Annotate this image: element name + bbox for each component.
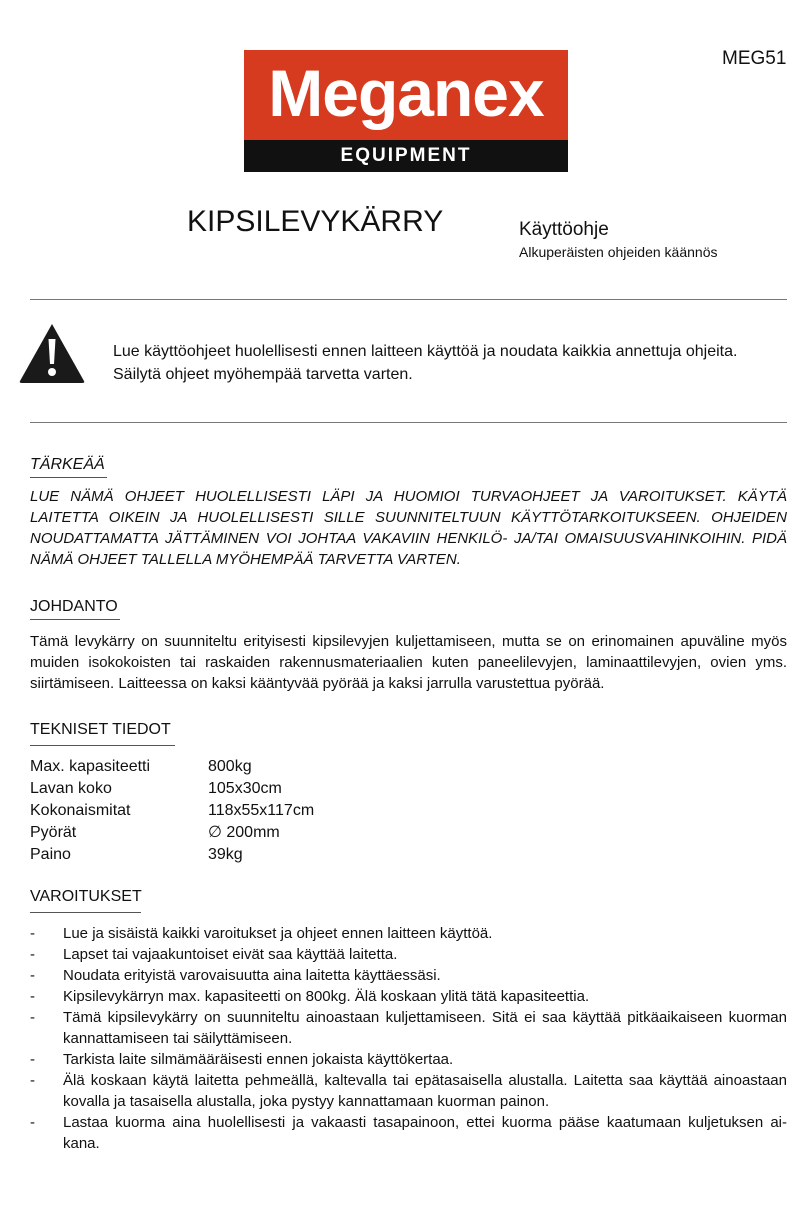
warning-text: Älä koskaan käytä laitetta pehmeällä, kaltevalla tai epätasaisella alustalla. Laitetta saa käyttää ainoastaan kovalla ja tasaisella alustalla, joka pystyy kannattamaan kuorman painon. — [63, 1072, 787, 1110]
safety-notice — [113, 340, 737, 386]
spec-row — [30, 822, 314, 844]
warning-text: Kipsilevykärryn max. kapasiteetti on 800kg. Älä koskaan ylitä tätä kapasiteettia. — [63, 988, 590, 1005]
warning-text: Tarkista laite silmämääräisesti ennen jokaista käyttökertaa. — [63, 1051, 454, 1068]
spec-label: Pyörät — [30, 824, 77, 841]
intro-heading: JOHDANTO — [30, 598, 118, 615]
warning-item — [30, 1007, 787, 1049]
warning-item — [30, 944, 787, 965]
logo-name: Meganex — [268, 56, 544, 130]
spec-value: 118x55x117cm — [208, 802, 315, 819]
document-code: MEG51 — [722, 48, 787, 69]
document-subtitle: Käyttöohje — [519, 219, 609, 240]
bullet-dash: - — [30, 1114, 35, 1131]
warning-text: Lastaa kuorma aina huolellisesti ja vakaasti tasapainoon, ettei kuorma pääse kaatumaan kuljetuksen ai-kana. — [63, 1114, 787, 1152]
spec-row — [30, 778, 314, 800]
bullet-dash: - — [30, 1072, 35, 1089]
bullet-dash: - — [30, 967, 35, 984]
spec-label: Max. kapasiteetti — [30, 758, 151, 775]
warning-item — [30, 1070, 787, 1112]
bullet-dash: - — [30, 1051, 35, 1068]
logo-tagline: EQUIPMENT — [244, 140, 568, 172]
spec-row — [30, 800, 314, 822]
warning-text: Noudata erityistä varovaisuutta aina laitetta käyttäessäsi. — [63, 967, 441, 984]
warning-item — [30, 923, 787, 944]
heading-underline — [30, 745, 175, 746]
warning-text: Lapset tai vajaakuntoiset eivät saa käyttää laitetta. — [63, 946, 398, 963]
spec-value: 39kg — [208, 846, 243, 863]
document-title: KIPSILEVYKÄRRY — [187, 205, 444, 238]
warning-item — [30, 1112, 787, 1154]
spec-row — [30, 756, 314, 778]
notice-line-2: Säilytä ohjeet myöhempää tarvetta varten. — [113, 366, 413, 383]
notice-line-1: Lue käyttöohjeet huolellisesti ennen laitteen käyttöä ja noudata kaikkia annettuja ohjeita. — [113, 343, 738, 360]
translation-note: Alkuperäisten ohjeiden käännös — [519, 244, 718, 260]
spec-value: 800kg — [208, 758, 252, 775]
bullet-dash: - — [30, 946, 35, 963]
specs-table — [30, 756, 314, 866]
spec-row — [30, 844, 314, 866]
heading-underline — [30, 619, 120, 620]
warning-triangle-icon — [18, 322, 86, 384]
specs-heading: TEKNISET TIEDOT — [30, 721, 171, 738]
intro-text: Tämä levykärry on suunniteltu erityisesti kipsilevyjen kuljettamiseen, mutta se on erinomainen apuväline myös muiden isokokoisten tai raskaiden rakennusmateriaalien kuten paneelilevyjen, laminaattilevyjen, ovien yms. siirtämiseen. Laitteessa on kaksi kääntyvää pyörää ja kaksi jarrulla varustettua pyörää. — [30, 633, 787, 692]
warnings-heading: VAROITUKSET — [30, 888, 142, 905]
heading-underline — [30, 477, 107, 478]
warning-item — [30, 965, 787, 986]
bullet-dash: - — [30, 925, 35, 942]
important-heading: TÄRKEÄÄ — [30, 456, 105, 473]
divider — [30, 422, 787, 423]
bullet-dash: - — [30, 1009, 35, 1026]
spec-value: 105x30cm — [208, 780, 282, 797]
warning-item — [30, 986, 787, 1007]
important-text: LUE NÄMÄ OHJEET HUOLELLISESTI LÄPI JA HUOMIOI TURVAOHJEET JA VAROITUKSET. KÄYTÄ LAITETTA OIKEIN JA HUOLELLISESTI SILLE SUUNNITELTUUN KÄYTTÖTARKOITUKSEEN. OHJEIDEN NOUDATTAMATTA JÄTTÄMINEN VOI JOHTAA VAKAVIIN HENKILÖ- JA/TAI OMAISUUSVAHINKOIHIN. PIDÄ NÄMÄ OHJEET TALLELLA MYÖHEMPÄÄ TARVETTA VARTEN. — [30, 488, 787, 568]
warning-text: Tämä kipsilevykärry on suunniteltu ainoastaan kuljettamiseen. Sitä ei saa käyttää pitkäaikaiseen kuorman kannattamiseen tai säilyttämiseen. — [63, 1009, 787, 1047]
warnings-list — [30, 923, 787, 1154]
warning-item — [30, 1049, 787, 1070]
spec-value: ∅ 200mm — [208, 824, 280, 841]
spec-label: Lavan koko — [30, 780, 112, 797]
spec-label: Kokonaismitat — [30, 802, 131, 819]
spec-label: Paino — [30, 846, 71, 863]
heading-underline — [30, 912, 141, 913]
warning-text: Lue ja sisäistä kaikki varoitukset ja ohjeet ennen laitteen käyttöä. — [63, 925, 493, 942]
meganex-logo — [244, 50, 568, 172]
bullet-dash: - — [30, 988, 35, 1005]
divider — [30, 299, 787, 300]
